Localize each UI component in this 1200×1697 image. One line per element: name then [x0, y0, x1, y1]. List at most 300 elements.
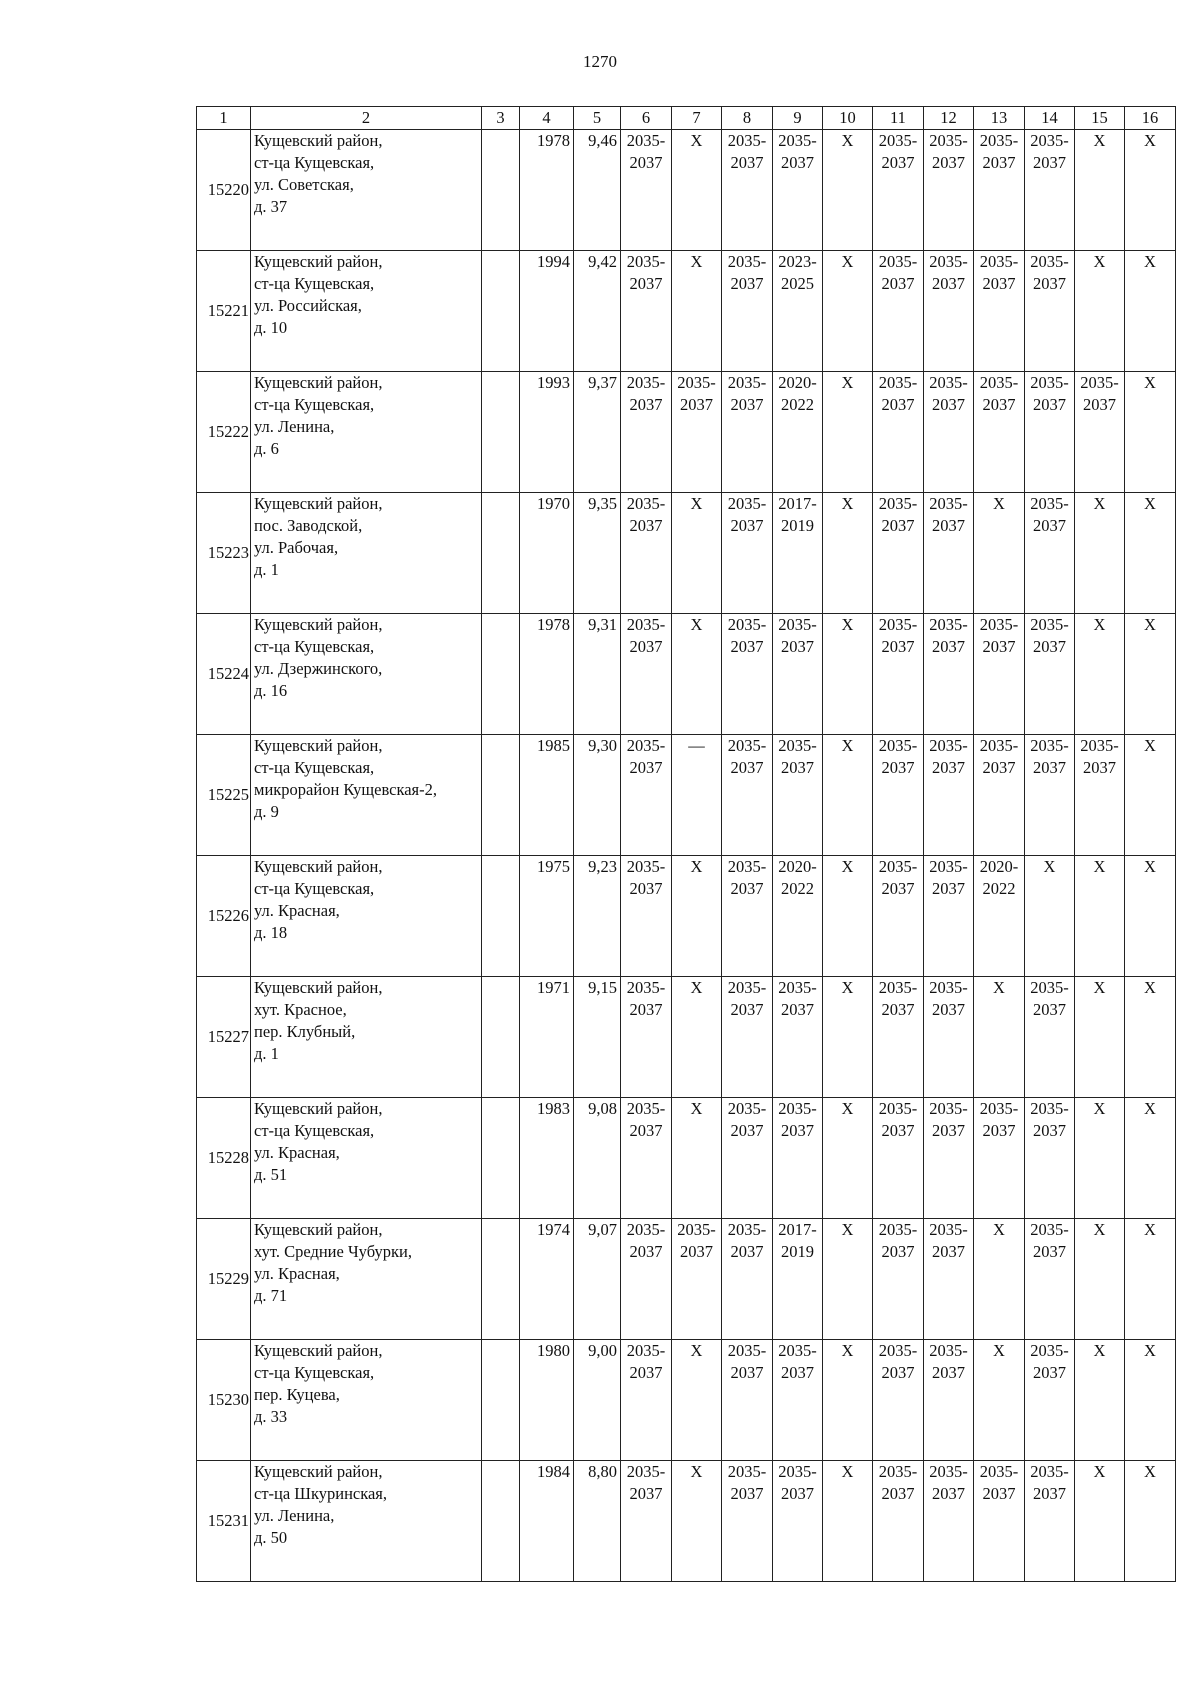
column-number-header: 6 — [621, 107, 672, 130]
address-line: д. 37 — [254, 197, 288, 216]
address-line: микрорайон Кущевская-2, — [254, 780, 438, 799]
period-cell — [621, 251, 672, 372]
address-cell — [251, 372, 482, 493]
period-cell — [773, 130, 823, 251]
address-cell — [251, 735, 482, 856]
period-text: 2037 — [982, 1484, 1016, 1503]
column-number-header: 13 — [974, 107, 1025, 130]
period-text: 2035- — [929, 1341, 968, 1360]
period-text: 2035- — [626, 736, 666, 755]
column-3-cell — [482, 977, 520, 1098]
period-text: X — [841, 1341, 854, 1360]
period-cell — [1025, 251, 1075, 372]
period-cell — [1075, 1461, 1125, 1582]
period-cell — [1025, 1219, 1075, 1340]
period-cell — [924, 856, 974, 977]
period-cell — [1025, 493, 1075, 614]
period-text: 2035- — [878, 494, 918, 513]
period-text: 2037 — [982, 153, 1016, 172]
period-cell — [974, 251, 1025, 372]
column-number-header: 14 — [1025, 107, 1075, 130]
period-cell — [773, 856, 823, 977]
row-number-cell: 15228 — [197, 1098, 251, 1219]
period-text: 2035- — [1030, 1341, 1069, 1360]
period-cell — [823, 735, 873, 856]
address-line: ул. Рабочая, — [254, 538, 339, 557]
period-text: 2035- — [778, 1099, 817, 1118]
period-text: 2025 — [781, 274, 814, 293]
address-line: ст-ца Шкуринская, — [254, 1484, 388, 1503]
period-text: 2035- — [727, 373, 767, 392]
period-cell — [924, 1098, 974, 1219]
value-cell: 9,42 — [574, 251, 621, 372]
period-text: — — [688, 736, 705, 755]
period-text: 2035- — [878, 1462, 918, 1481]
period-text: X — [690, 1462, 703, 1481]
period-text: 2037 — [629, 516, 663, 535]
period-cell — [823, 251, 873, 372]
period-text: 2035- — [929, 252, 968, 271]
period-text: 2037 — [629, 1484, 663, 1503]
period-cell — [1125, 1219, 1176, 1340]
column-number-header: 16 — [1125, 107, 1176, 130]
row-number-cell: 15224 — [197, 614, 251, 735]
period-cell — [621, 977, 672, 1098]
column-3-cell — [482, 130, 520, 251]
period-cell — [1025, 1461, 1075, 1582]
period-cell — [823, 1340, 873, 1461]
value-cell: 9,08 — [574, 1098, 621, 1219]
address-line: пос. Заводской, — [254, 516, 363, 535]
period-text: 2035- — [979, 373, 1019, 392]
column-3-cell — [482, 735, 520, 856]
address-line: Кущевский район, — [254, 131, 383, 150]
row-number-cell: 15222 — [197, 372, 251, 493]
period-text: 2037 — [730, 758, 764, 777]
period-cell — [773, 1340, 823, 1461]
address-line: Кущевский район, — [254, 615, 383, 634]
period-cell — [974, 493, 1025, 614]
period-text: 2035- — [778, 615, 817, 634]
period-text: 2035- — [878, 1220, 918, 1239]
column-number-header: 15 — [1075, 107, 1125, 130]
address-cell — [251, 1461, 482, 1582]
period-text: 2035- — [727, 494, 767, 513]
period-cell — [672, 1340, 722, 1461]
period-text: 2035- — [727, 736, 767, 755]
period-cell — [672, 1219, 722, 1340]
period-text: 2037 — [629, 395, 663, 414]
period-text: 2037 — [932, 1000, 965, 1019]
period-text: 2037 — [932, 1242, 965, 1261]
address-line: пер. Клубный, — [254, 1022, 356, 1041]
period-text: 2037 — [881, 1363, 915, 1382]
period-cell — [1125, 614, 1176, 735]
period-text: X — [841, 252, 854, 271]
period-text: X — [690, 494, 703, 513]
period-cell — [873, 1219, 924, 1340]
value-cell: 9,15 — [574, 977, 621, 1098]
period-text: 2035- — [979, 736, 1019, 755]
period-text: 2035- — [878, 252, 918, 271]
period-cell — [722, 614, 773, 735]
address-cell — [251, 251, 482, 372]
period-cell — [621, 1461, 672, 1582]
period-cell — [672, 493, 722, 614]
column-number-header: 3 — [482, 107, 520, 130]
period-text: 2020- — [778, 373, 817, 392]
period-text: X — [841, 736, 854, 755]
period-cell — [1125, 493, 1176, 614]
period-text: X — [1043, 857, 1056, 876]
period-text: 2035- — [1030, 373, 1069, 392]
period-text: 2035- — [929, 1220, 968, 1239]
period-text: 2035- — [1080, 373, 1119, 392]
address-line: ул. Дзержинского, — [254, 659, 383, 678]
period-cell — [1075, 1098, 1125, 1219]
row-number-cell: 15231 — [197, 1461, 251, 1582]
row-number-cell: 15223 — [197, 493, 251, 614]
address-line: д. 6 — [254, 439, 279, 458]
address-line: ст-ца Кущевская, — [254, 637, 375, 656]
period-text: 2037 — [982, 395, 1016, 414]
column-number-row — [197, 107, 1176, 130]
address-cell — [251, 1098, 482, 1219]
table-row — [197, 735, 1176, 856]
period-cell — [722, 856, 773, 977]
column-number-header: 2 — [251, 107, 482, 130]
period-text: 2037 — [629, 1242, 663, 1261]
year-cell: 1978 — [520, 130, 574, 251]
table-row — [197, 130, 1176, 251]
registry-table — [196, 106, 1176, 1582]
address-cell — [251, 856, 482, 977]
period-text: 2037 — [932, 1484, 965, 1503]
column-number-header: 5 — [574, 107, 621, 130]
column-number-header: 9 — [773, 107, 823, 130]
period-text: 2037 — [730, 1000, 764, 1019]
period-text: 2035- — [1030, 736, 1069, 755]
period-text: 2035- — [979, 615, 1019, 634]
column-number-header: 1 — [197, 107, 251, 130]
period-cell — [1025, 372, 1075, 493]
column-3-cell — [482, 1340, 520, 1461]
period-cell — [1075, 493, 1125, 614]
column-3-cell — [482, 1098, 520, 1219]
period-text: X — [690, 1341, 703, 1360]
period-text: X — [841, 615, 854, 634]
period-text: 2035- — [626, 1341, 666, 1360]
period-cell — [1075, 1340, 1125, 1461]
period-text: X — [1093, 131, 1106, 150]
period-text: 2037 — [1033, 1484, 1066, 1503]
period-text: 2035- — [929, 131, 968, 150]
period-text: 2035- — [626, 615, 666, 634]
period-text: 2037 — [680, 1242, 713, 1261]
period-text: 2037 — [1083, 395, 1116, 414]
period-text: 2035- — [727, 857, 767, 876]
period-text: 2035- — [1030, 615, 1069, 634]
address-line: д. 33 — [254, 1407, 288, 1426]
address-line: ул. Красная, — [254, 901, 340, 920]
period-cell — [873, 372, 924, 493]
period-text: 2035- — [677, 373, 716, 392]
period-cell — [621, 372, 672, 493]
period-text: 2035- — [626, 1099, 666, 1118]
address-line: Кущевский район, — [254, 857, 383, 876]
period-text: 2037 — [730, 274, 764, 293]
period-cell — [672, 130, 722, 251]
row-number-cell: 15229 — [197, 1219, 251, 1340]
period-text: X — [841, 1462, 854, 1481]
table-row — [197, 372, 1176, 493]
value-cell: 9,30 — [574, 735, 621, 856]
period-cell — [1025, 614, 1075, 735]
year-cell: 1985 — [520, 735, 574, 856]
period-text: 2037 — [932, 516, 965, 535]
period-cell — [1075, 1219, 1125, 1340]
period-cell — [823, 130, 873, 251]
period-cell — [722, 1098, 773, 1219]
period-cell — [924, 1461, 974, 1582]
address-line: д. 18 — [254, 923, 288, 942]
period-cell — [924, 614, 974, 735]
period-cell — [1025, 856, 1075, 977]
period-text: X — [841, 373, 854, 392]
period-text: 2035- — [677, 1220, 716, 1239]
period-text: 2037 — [730, 1242, 764, 1261]
period-text: 2037 — [730, 1363, 764, 1382]
period-text: X — [1093, 857, 1106, 876]
column-3-cell — [482, 614, 520, 735]
period-text: 2037 — [881, 1000, 915, 1019]
year-cell: 1983 — [520, 1098, 574, 1219]
row-number-cell: 15221 — [197, 251, 251, 372]
period-text: 2017- — [778, 1220, 817, 1239]
period-cell — [974, 977, 1025, 1098]
address-line: ст-ца Кущевская, — [254, 274, 375, 293]
period-cell — [621, 1340, 672, 1461]
period-text: 2037 — [982, 1121, 1016, 1140]
year-cell: 1974 — [520, 1219, 574, 1340]
table-row — [197, 1461, 1176, 1582]
period-cell — [1025, 130, 1075, 251]
period-text: X — [993, 1220, 1005, 1239]
period-text: 2037 — [730, 879, 764, 898]
column-3-cell — [482, 372, 520, 493]
period-text: 2035- — [626, 131, 666, 150]
period-text: X — [1144, 1341, 1156, 1360]
period-cell — [823, 977, 873, 1098]
period-cell — [773, 614, 823, 735]
period-text: X — [690, 252, 703, 271]
period-text: X — [841, 1099, 854, 1118]
year-cell: 1971 — [520, 977, 574, 1098]
period-text: 2037 — [932, 637, 965, 656]
row-number-cell: 15227 — [197, 977, 251, 1098]
year-cell: 1970 — [520, 493, 574, 614]
period-cell — [773, 977, 823, 1098]
period-text: 2037 — [881, 516, 915, 535]
row-number-cell: 15230 — [197, 1340, 251, 1461]
period-text: 2035- — [626, 1220, 666, 1239]
period-text: 2035- — [626, 978, 666, 997]
period-text: 2037 — [1033, 274, 1066, 293]
period-text: 2019 — [781, 516, 814, 535]
period-text: 2035- — [878, 736, 918, 755]
row-number-cell: 15226 — [197, 856, 251, 977]
period-cell — [823, 1461, 873, 1582]
period-text: X — [1144, 131, 1156, 150]
period-text: 2022 — [781, 395, 814, 414]
period-cell — [621, 1219, 672, 1340]
period-text: 2035- — [878, 1341, 918, 1360]
period-text: 2035- — [878, 978, 918, 997]
period-text: 2035- — [626, 494, 666, 513]
period-text: X — [690, 131, 703, 150]
period-cell — [924, 130, 974, 251]
period-text: 2035- — [929, 857, 968, 876]
period-text: 2035- — [626, 1462, 666, 1481]
period-text: 2037 — [932, 395, 965, 414]
period-text: 2037 — [730, 516, 764, 535]
period-text: X — [1093, 1099, 1106, 1118]
period-text: 2035- — [1030, 978, 1069, 997]
period-text: X — [690, 615, 703, 634]
row-number-cell: 15220 — [197, 130, 251, 251]
table-body — [197, 130, 1176, 1582]
period-text: 2037 — [781, 1363, 814, 1382]
period-cell — [1025, 977, 1075, 1098]
period-text: 2035- — [778, 978, 817, 997]
period-text: 2035- — [778, 1341, 817, 1360]
period-text: X — [1144, 494, 1156, 513]
period-text: 2037 — [1033, 1000, 1066, 1019]
period-text: 2035- — [878, 373, 918, 392]
period-cell — [672, 1461, 722, 1582]
period-text: 2035- — [626, 252, 666, 271]
period-text: X — [841, 857, 854, 876]
period-text: 2020- — [979, 857, 1019, 876]
period-text: 2035- — [727, 978, 767, 997]
period-cell — [924, 251, 974, 372]
year-cell: 1978 — [520, 614, 574, 735]
period-cell — [722, 1219, 773, 1340]
period-cell — [672, 1098, 722, 1219]
address-line: ул. Российская, — [254, 296, 362, 315]
period-text: 2037 — [781, 1121, 814, 1140]
period-text: 2037 — [932, 879, 965, 898]
period-text: 2035- — [626, 373, 666, 392]
period-cell — [1075, 372, 1125, 493]
period-text: 2022 — [982, 879, 1016, 898]
period-text: 2037 — [881, 153, 915, 172]
period-text: X — [690, 1099, 703, 1118]
period-cell — [1075, 251, 1125, 372]
period-text: 2035- — [929, 736, 968, 755]
period-text: X — [841, 494, 854, 513]
period-cell — [974, 1461, 1025, 1582]
value-cell: 9,00 — [574, 1340, 621, 1461]
period-cell — [924, 1219, 974, 1340]
period-text: 2035- — [979, 131, 1019, 150]
address-line: д. 51 — [254, 1165, 288, 1184]
period-cell — [1125, 735, 1176, 856]
period-text: 2035- — [979, 252, 1019, 271]
period-cell — [974, 130, 1025, 251]
period-cell — [924, 493, 974, 614]
period-cell — [1075, 614, 1125, 735]
address-line: пер. Куцева, — [254, 1385, 340, 1404]
period-text: X — [1144, 1462, 1156, 1481]
period-cell — [672, 372, 722, 493]
address-cell — [251, 614, 482, 735]
period-text: 2037 — [629, 274, 663, 293]
address-line: ул. Красная, — [254, 1143, 340, 1162]
table-row — [197, 977, 1176, 1098]
address-line: ст-ца Кущевская, — [254, 153, 375, 172]
period-cell — [924, 977, 974, 1098]
address-line: ул. Советская, — [254, 175, 354, 194]
period-text: 2037 — [1083, 758, 1116, 777]
period-text: 2035- — [778, 131, 817, 150]
period-cell — [873, 130, 924, 251]
period-text: 2035- — [878, 857, 918, 876]
period-text: X — [1093, 978, 1106, 997]
period-cell — [924, 372, 974, 493]
column-number-header: 4 — [520, 107, 574, 130]
period-cell — [621, 735, 672, 856]
period-cell — [974, 1219, 1025, 1340]
period-text: X — [993, 494, 1005, 513]
period-cell — [974, 614, 1025, 735]
period-cell — [823, 614, 873, 735]
period-text: 2035- — [878, 615, 918, 634]
period-text: 2037 — [781, 1484, 814, 1503]
period-text: 2037 — [881, 274, 915, 293]
address-cell — [251, 493, 482, 614]
period-text: 2037 — [680, 395, 713, 414]
address-line: д. 16 — [254, 681, 288, 700]
period-cell — [621, 493, 672, 614]
period-text: 2037 — [781, 758, 814, 777]
period-text: 2035- — [1030, 494, 1069, 513]
value-cell: 9,07 — [574, 1219, 621, 1340]
period-text: 2037 — [629, 758, 663, 777]
period-cell — [672, 614, 722, 735]
period-text: 2037 — [1033, 637, 1066, 656]
address-line: Кущевский район, — [254, 978, 383, 997]
period-text: 2037 — [932, 153, 965, 172]
period-text: X — [1144, 857, 1156, 876]
period-cell — [672, 977, 722, 1098]
value-cell: 8,80 — [574, 1461, 621, 1582]
period-text: 2035- — [878, 1099, 918, 1118]
period-cell — [924, 735, 974, 856]
period-cell — [974, 856, 1025, 977]
period-text: 2035- — [727, 1462, 767, 1481]
period-text: 2035- — [1030, 1220, 1069, 1239]
period-cell — [1025, 1098, 1075, 1219]
period-text: 2037 — [1033, 758, 1066, 777]
value-cell: 9,37 — [574, 372, 621, 493]
period-cell — [1075, 856, 1125, 977]
period-cell — [773, 1461, 823, 1582]
period-text: X — [993, 1341, 1005, 1360]
table-row — [197, 251, 1176, 372]
period-text: 2023- — [778, 252, 817, 271]
period-text: 2037 — [982, 274, 1016, 293]
